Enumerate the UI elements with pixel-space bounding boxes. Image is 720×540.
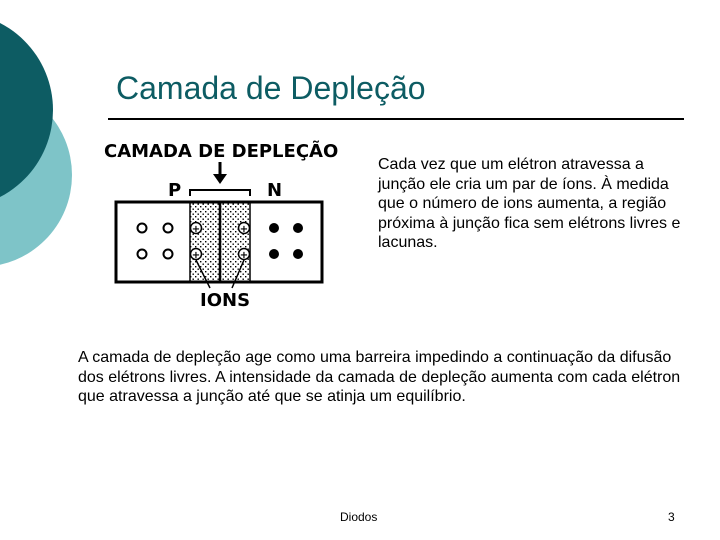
free-electron bbox=[269, 249, 279, 259]
hole bbox=[138, 250, 147, 259]
footer-text: Diodos bbox=[340, 510, 378, 524]
hole bbox=[138, 224, 147, 233]
label-n: N bbox=[267, 180, 283, 201]
side-paragraph: Cada vez que um elétron atravessa a junção ele cria um par de íons. À medida que o número de ions aumenta, a região próxima à junção fica sem elétrons livres e lacunas. bbox=[378, 156, 681, 251]
ion-sign: + bbox=[191, 250, 201, 261]
hole bbox=[164, 250, 173, 259]
depletion-bracket bbox=[190, 190, 250, 196]
ion-sign: + bbox=[239, 224, 249, 235]
ion-sign: + bbox=[191, 224, 201, 235]
free-electron bbox=[293, 223, 303, 233]
free-electron bbox=[269, 223, 279, 233]
free-electron bbox=[293, 249, 303, 259]
page-number: 3 bbox=[668, 510, 675, 524]
arrow-down-icon bbox=[213, 174, 227, 184]
label-p: P bbox=[168, 180, 182, 201]
hole bbox=[164, 224, 173, 233]
figure-caption: CAMADA DE DEPLEÇÃO bbox=[104, 141, 339, 162]
label-ions: IONS bbox=[200, 290, 251, 311]
ion-sign: + bbox=[239, 250, 249, 261]
decorative-circles bbox=[0, 0, 80, 300]
title-divider bbox=[108, 118, 684, 120]
depletion-layer-figure bbox=[100, 136, 340, 311]
body-paragraph: A camada de depleção age como uma barreira impedindo a continuação da difusão dos elétrons livres. A intensidade da camada de depleção aumenta com cada elétron que atravessa a junção até que se atinja um equilíbrio. bbox=[78, 349, 681, 405]
slide-title: Camada de Depleção bbox=[116, 70, 426, 106]
